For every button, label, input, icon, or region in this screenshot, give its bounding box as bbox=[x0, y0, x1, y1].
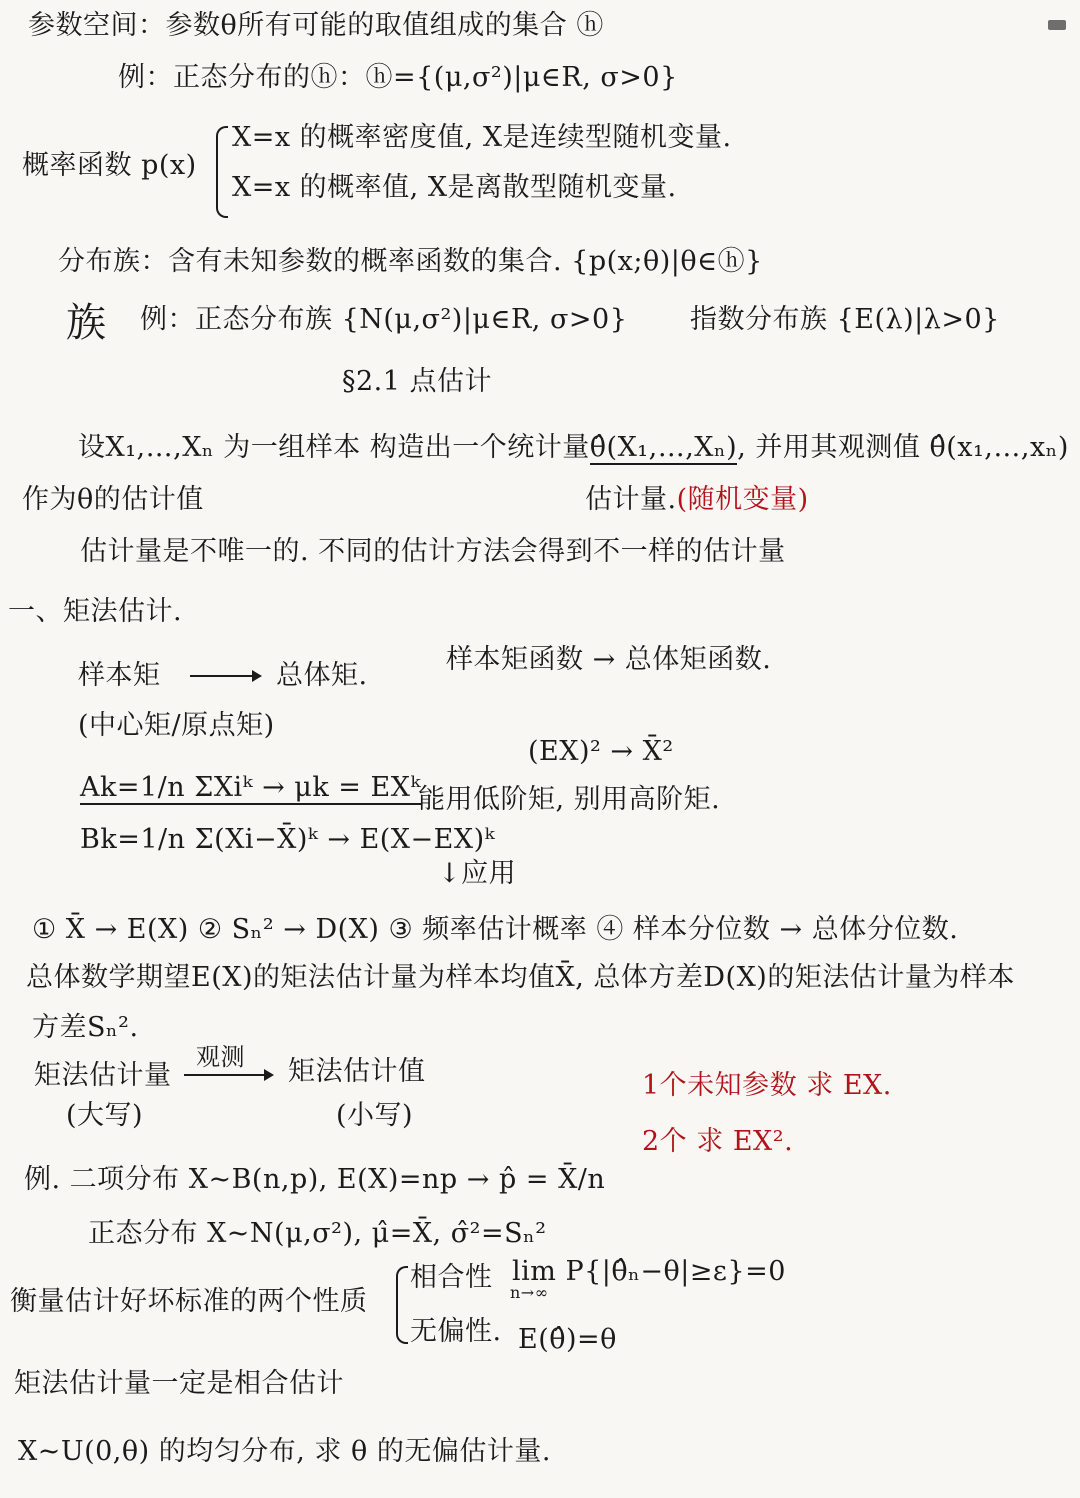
unbiased-label: 无偏性. bbox=[410, 1316, 502, 1347]
unbiased-formula: E(θ̂)=θ bbox=[518, 1324, 617, 1355]
brace bbox=[216, 126, 228, 218]
line-raw-moment-formula: Ak=1/n ΣXiᵏ → μk = EXᵏ bbox=[80, 772, 421, 803]
consistency-label: 相合性 bbox=[410, 1262, 493, 1293]
uppercase-note: (大写) bbox=[66, 1100, 144, 1131]
limit-subscript: n→∞ bbox=[510, 1283, 549, 1302]
line-exponential-family: 指数分布族 {E(λ)|λ>0} bbox=[690, 304, 1000, 335]
population-moment: 总体矩. bbox=[276, 660, 368, 691]
line-variance: 方差Sₙ². bbox=[32, 1012, 139, 1043]
line-estimator-not-unique: 估计量是不唯一的. 不同的估计方法会得到不一样的估计量 bbox=[80, 536, 786, 567]
line-uniform-exercise: X~U(0,θ) 的均匀分布, 求 θ 的无偏估计量. bbox=[18, 1436, 551, 1467]
heading-moment-method: 一、矩法估计. bbox=[8, 596, 183, 627]
line-distribution-family: 分布族：含有未知参数的概率函数的集合. {p(x;θ)|θ∈ⓗ} bbox=[58, 246, 763, 277]
line-quality-criteria: 衡量估计好坏标准的两个性质 bbox=[10, 1286, 368, 1317]
moment-estimate: 矩法估计值 bbox=[288, 1056, 426, 1087]
line-consistent-estimator: 矩法估计量一定是相合估计 bbox=[14, 1368, 344, 1399]
line-normal-family: 例：正态分布族 {N(μ,σ²)|μ∈R, σ>0} bbox=[140, 304, 628, 335]
consistency-formula: lim P{|θ̂ₙ−θ|≥ε}=0 bbox=[512, 1256, 786, 1287]
arrow bbox=[184, 1074, 272, 1076]
line-normal-example: 例：正态分布的ⓗ：ⓗ={(μ,σ²)|μ∈R, σ>0} bbox=[118, 62, 678, 93]
section-heading: §2.1 点估计 bbox=[342, 366, 493, 397]
line-binomial-example: 例. 二项分布 X~B(n,p), E(X)=np → p̂ = X̄/n bbox=[24, 1164, 606, 1195]
red-note-two-params: 2个 求 EX². bbox=[642, 1126, 794, 1157]
line-moment-estimators: 总体数学期望E(X)的矩法估计量为样本均值X̄, 总体方差D(X)的矩法估计量为样本 bbox=[26, 962, 1015, 993]
line-ex-squared: (EX)² → X̄² bbox=[528, 736, 674, 767]
line-prob-value: X=x 的概率值, X是离散型随机变量. bbox=[232, 172, 677, 203]
line-as-estimate: 作为θ的估计值 bbox=[22, 484, 204, 515]
line-parameter-space: 参数空间：参数θ所有可能的取值组成的集合 ⓗ bbox=[28, 10, 604, 41]
sample-moment: 样本矩 bbox=[78, 660, 161, 691]
line-low-order-advice: 能用低阶矩, 别用高阶矩. bbox=[418, 784, 721, 815]
line-central-raw-moment: (中心矩/原点矩) bbox=[78, 710, 275, 741]
arrow bbox=[190, 675, 260, 677]
line-central-moment-formula: Bk=1/n Σ(Xi−X̄)ᵏ → E(X−EX)ᵏ bbox=[80, 824, 495, 855]
line-normal-estimators: 正态分布 X~N(μ,σ²), μ̂=X̄, σ̂²=Sₙ² bbox=[88, 1218, 547, 1249]
moment-estimator: 矩法估计量 bbox=[34, 1060, 172, 1091]
line-application-list: ① X̄ → E(X) ② Sₙ² → D(X) ③ 频率估计概率 ④ 样本分位数 → 总体分位数. bbox=[32, 914, 959, 945]
line-prob-function-label: 概率函数 p(x) bbox=[22, 150, 197, 181]
observe-label: 观测 bbox=[196, 1043, 245, 1071]
moment-function-map: 样本矩函数 → 总体矩函数. bbox=[446, 644, 772, 675]
line-application: ↓应用 bbox=[438, 858, 517, 889]
estimator-underlined: θ̂(X₁,…,Xₙ) bbox=[589, 432, 738, 463]
line-estimator-note: 估计量.(随机变量) bbox=[585, 484, 809, 515]
big-character: 族 bbox=[66, 300, 107, 346]
line-density-value: X=x 的概率密度值, X是连续型随机变量. bbox=[232, 122, 732, 153]
red-note-one-param: 1个未知参数 求 EX. bbox=[642, 1070, 892, 1101]
line-sample-statistic: 设X₁,…,Xₙ 为一组样本 构造出一个统计量θ̂(X₁,…,Xₙ), 并用其观测值 θ̂(x₁,…,xₙ) bbox=[78, 432, 1069, 463]
lowercase-note: (小写) bbox=[336, 1100, 414, 1131]
corner-mark bbox=[1048, 20, 1066, 30]
brace bbox=[396, 1266, 408, 1344]
